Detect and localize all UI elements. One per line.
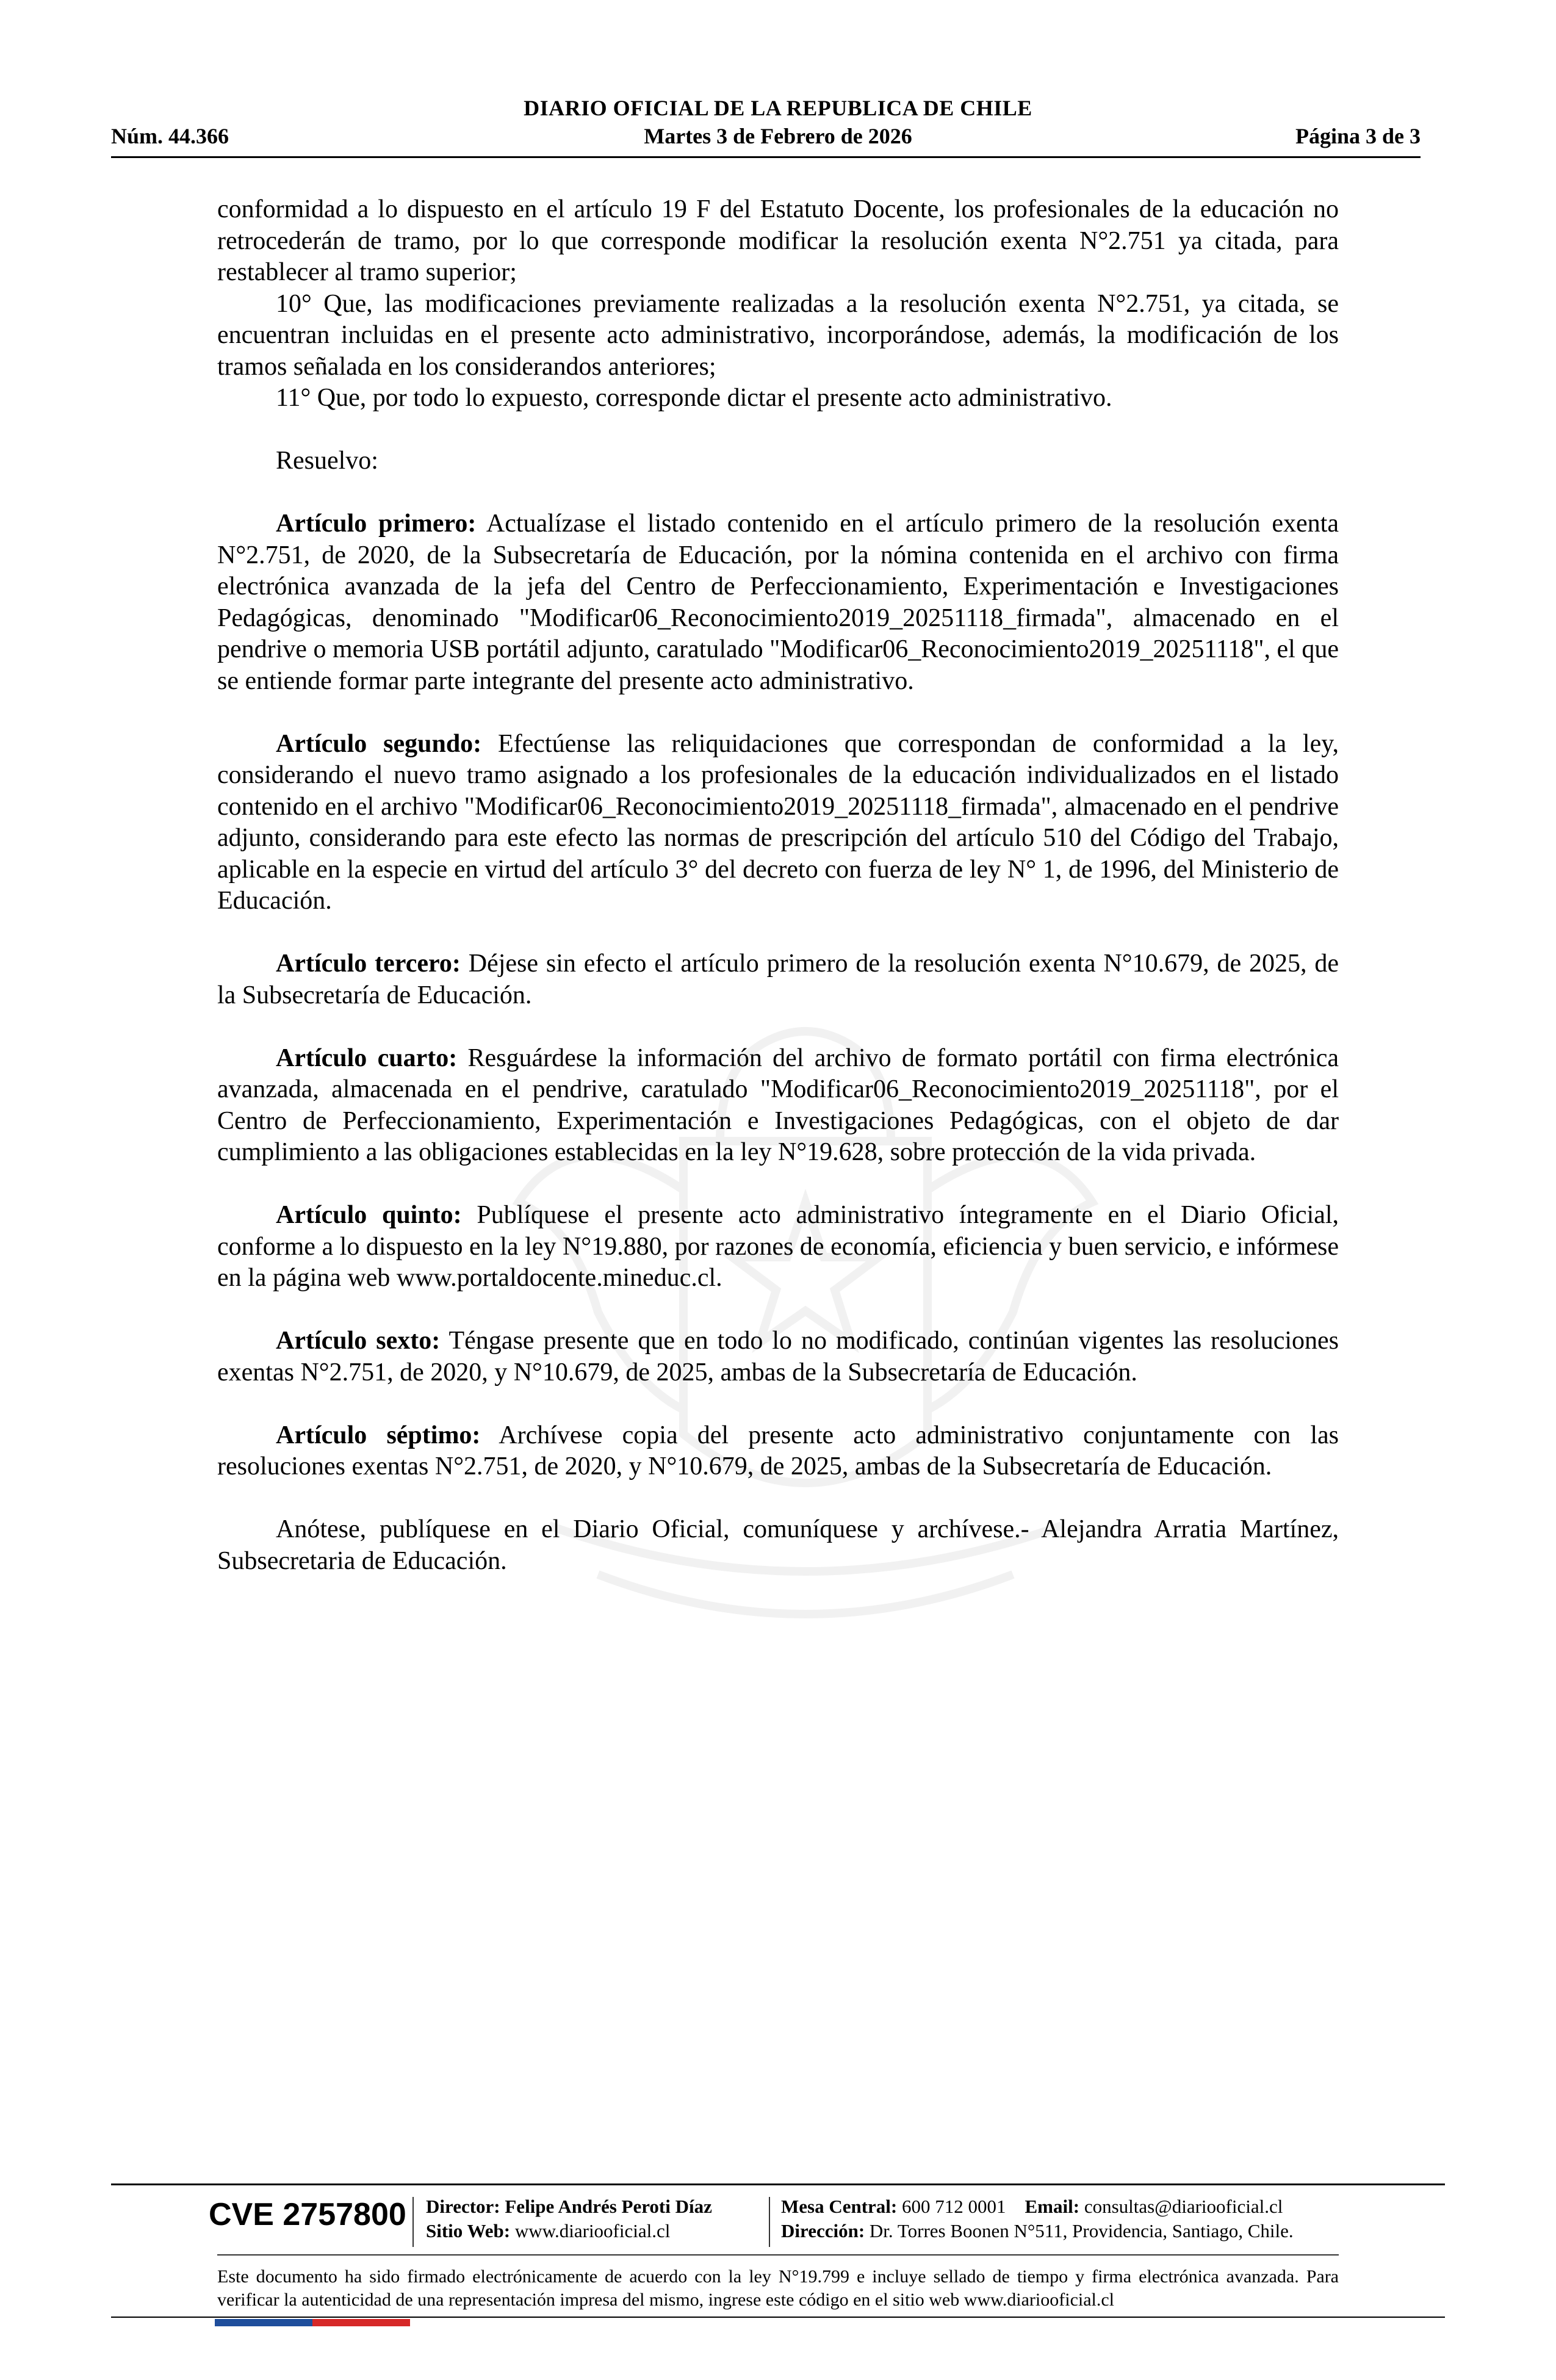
articulo-primero xyxy=(217,508,1339,697)
document-body xyxy=(217,194,1339,1577)
considerando-10: 10° Que, las modificaciones previamente realizadas a la resolución exenta N°2.751, ya citada, se encuentran incluidas en el presente acto administrativo, incorporándose, además, la modificación de los tramos señalada en los considerandos anteriores; xyxy=(217,289,1339,381)
footer-contact-block xyxy=(781,2194,1294,2243)
cve-code: CVE 2757800 xyxy=(209,2197,406,2232)
article-text: Publíquese el presente acto administrativo íntegramente en el Diario Oficial, conforme a lo dispuesto en la ley N°19.880, por razones de economía, eficiencia y buen servicio, e infórmese en la página web www.portaldocente.mineduc.cl. xyxy=(217,1201,1339,1292)
director-label: Director: xyxy=(426,2196,500,2217)
article-text: Efectúense las reliquidaciones que correspondan de conformidad a la ley, considerando el nuevo tramo asignado a los profesionales de la educación individualizados en el listado contenido en el archivo "Modificar06_Reconocimiento2019_20251118_firmada", almacenado en el pendrive adjunto, considerando para este efecto las normas de prescripción del artículo 510 del Código del Trabajo, aplicable en la especie en virtud del artículo 3° del decreto con fuerza de ley N° 1, de 1996, del Ministerio de Educación. xyxy=(217,729,1339,915)
address-value: Dr. Torres Boonen N°511, Providencia, Santiago, Chile. xyxy=(869,2220,1294,2241)
footer-divider-mid xyxy=(217,2254,1339,2256)
article-label: Artículo primero: xyxy=(276,510,477,538)
article-label: Artículo sexto: xyxy=(276,1327,441,1355)
articulo-sexto xyxy=(217,1325,1339,1388)
issue-number: Núm. 44.366 xyxy=(111,124,229,148)
article-text: Archívese copia del presente acto administrativo conjuntamente con las resoluciones exentas N°2.751, de 2020, y N°10.679, de 2025, ambas de la Subsecretaría de Educación. xyxy=(217,1421,1339,1480)
article-text: Déjese sin efecto el artículo primero de la resolución exenta N°10.679, de 2025, de la Subsecretaría de Educación. xyxy=(217,950,1339,1009)
footer-director-block xyxy=(426,2194,712,2243)
articulo-quinto xyxy=(217,1200,1339,1294)
address-label: Dirección: xyxy=(781,2220,865,2241)
mesa-label: Mesa Central: xyxy=(781,2196,898,2217)
resuelvo-heading: Resuelvo: xyxy=(276,447,378,475)
footer-separator xyxy=(412,2197,414,2247)
closing-statement: Anótese, publíquese en el Diario Oficial, comuníquese y archívese.- Alejandra Arratia Martínez, Subsecretaria de Educación. xyxy=(217,1515,1339,1575)
article-label: Artículo quinto: xyxy=(276,1201,462,1229)
issue-date: Martes 3 de Febrero de 2026 xyxy=(644,124,912,148)
mesa-phone: 600 712 0001 xyxy=(902,2196,1006,2217)
flag-stripe-blue xyxy=(215,2319,312,2326)
header-divider xyxy=(111,156,1421,158)
page-indicator: Página 3 de 3 xyxy=(1295,124,1421,148)
email-label: Email: xyxy=(1025,2196,1080,2217)
director-name: Felipe Andrés Peroti Díaz xyxy=(505,2196,712,2217)
articulo-tercero xyxy=(217,948,1339,1011)
article-text: Téngase presente que en todo lo no modificado, continúan vigentes las resoluciones exentas N°2.751, de 2020, y N°10.679, de 2025, ambas de la Subsecretaría de Educación. xyxy=(217,1327,1339,1387)
signature-note: Este documento ha sido firmado electrónicamente de acuerdo con la ley N°19.799 e incluye sellado de tiempo y firma electrónica avanzada. Para verificar la autenticidad de una representación impresa del mismo, ingrese este código en el sitio web www.diariooficial.cl xyxy=(217,2266,1339,2310)
newspaper-title: DIARIO OFICIAL DE LA REPUBLICA DE CHILE xyxy=(524,96,1032,120)
articulo-septimo xyxy=(217,1420,1339,1483)
article-text: Resguárdese la información del archivo de formato portátil con firma electrónica avanzada, almacenada en el pendrive, caratulado "Modificar06_Reconocimiento2019_20251118", por el Centro de Perfeccionamiento, Experimentación e Investigaciones Pedagógicas, con el objeto de dar cumplimiento a las obligaciones establecidas en la ley N°19.628, sobre protección de la vida privada. xyxy=(217,1044,1339,1166)
article-label: Artículo tercero: xyxy=(276,950,461,978)
site-label: Sitio Web: xyxy=(426,2220,511,2241)
article-label: Artículo cuarto: xyxy=(276,1044,458,1072)
article-label: Artículo séptimo: xyxy=(276,1421,481,1449)
articulo-segundo xyxy=(217,729,1339,917)
considerando-continuation: conformidad a lo dispuesto en el artículo 19 F del Estatuto Docente, los profesionales de la educación no retrocederán de tramo, por lo que corresponde modificar la resolución exenta N°2.751 ya citada, para restablecer al tramo superior; xyxy=(217,195,1339,286)
article-text: Actualízase el listado contenido en el artículo primero de la resolución exenta N°2.751, de 2020, de la Subsecretaría de Educación, por la nómina contenida en el archivo con firma electrónica avanzada de la jefa del Centro de Perfeccionamiento, Experimentación e Investigaciones Pedagógicas, denominado "Modificar06_Reconocimiento2019_20251118_firmada", almacenado en el pendrive o memoria USB portátil adjunto, caratulado "Modificar06_Reconocimiento2019_20251118", el que se entiende formar parte integrante del presente acto administrativo. xyxy=(217,510,1339,695)
articulo-cuarto xyxy=(217,1043,1339,1169)
considerando-11: 11° Que, por todo lo expuesto, corresponde dictar el presente acto administrativo. xyxy=(276,384,1112,412)
site-link[interactable]: www.diariooficial.cl xyxy=(514,2220,671,2241)
article-label: Artículo segundo: xyxy=(276,729,482,758)
email-link[interactable]: consultas@diariooficial.cl xyxy=(1084,2196,1283,2217)
flag-stripe-red xyxy=(312,2319,410,2326)
footer-divider-top xyxy=(111,2183,1445,2185)
footer-separator xyxy=(769,2197,770,2247)
footer-divider-bottom xyxy=(111,2317,1445,2318)
